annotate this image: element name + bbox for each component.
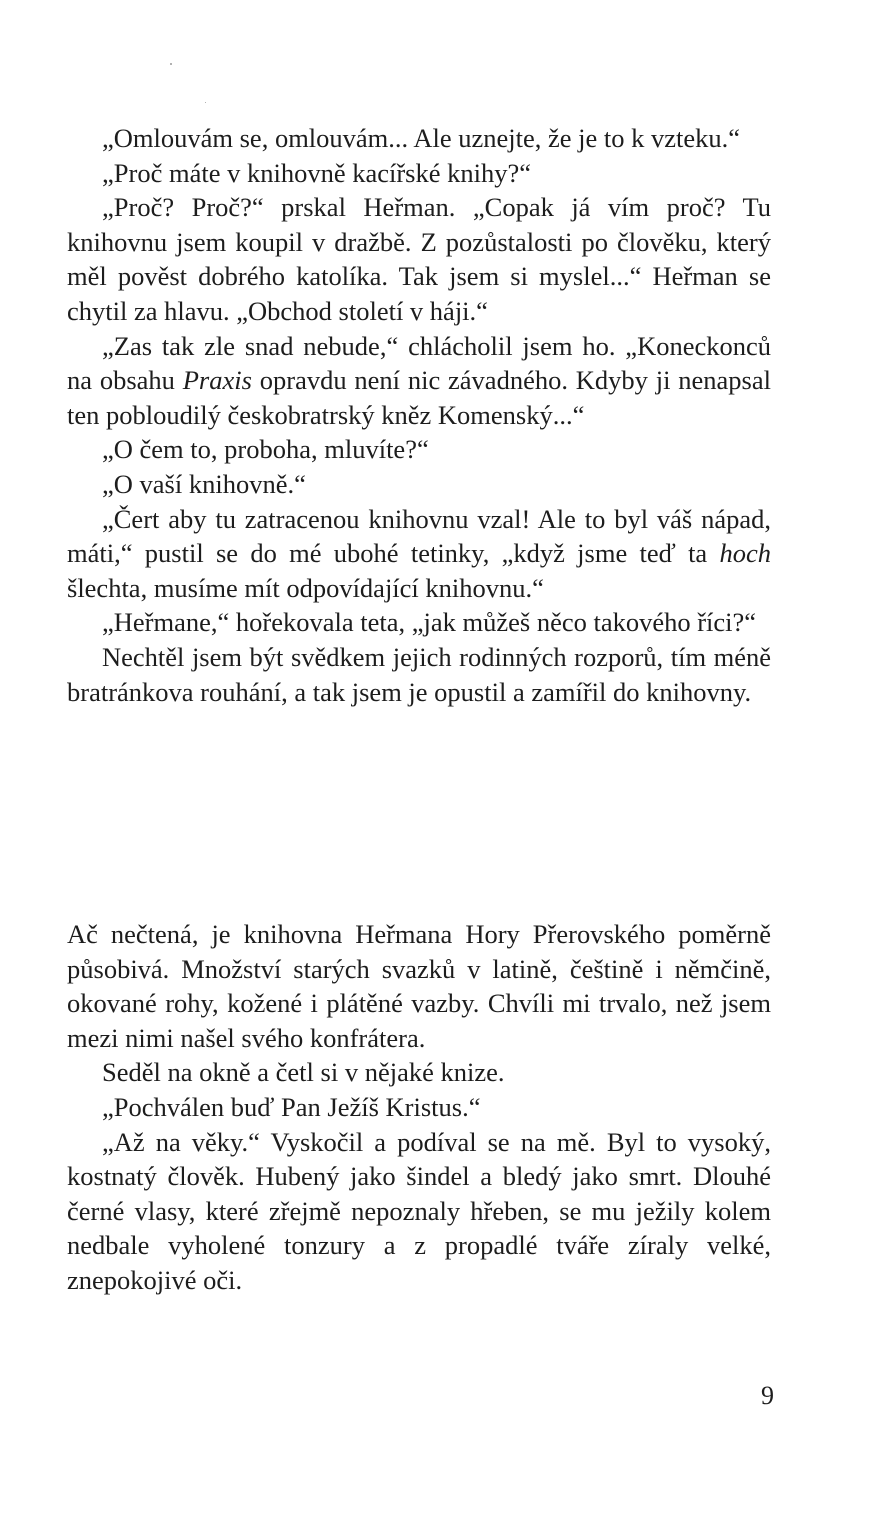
paragraph: „Omlouvám se, omlouvám... Ale uznejte, že je to k vzteku.“ — [102, 123, 741, 153]
italic-word: hoch — [719, 538, 771, 569]
paragraph: „Proč? Proč?“ prskal Heřman. „Copak já vím proč? Tu knihovnu jsem koupil v dražbě. Z pozůstalosti po člověku, který měl pověst dobrého katolíka. Tak jsem si myslel...“ Heřman se chytil za hlavu. „Obchod století v háji.“ — [67, 192, 771, 326]
scan-speck — [205, 102, 206, 103]
paragraph: „O čem to, proboha, mluvíte?“ — [102, 434, 429, 465]
text-section-2 — [67, 917, 771, 1298]
paragraph: Nechtěl jsem být svědkem jejich rodinných rozporů, tím méně bratránkova rouhání, a tak jsem je opustil a zamířil do knihovny. — [67, 641, 771, 707]
page-number: 9 — [761, 1381, 774, 1410]
scan-speck — [170, 63, 172, 65]
paragraph-text: šlechta, musíme mít odpovídající knihovnu.“ — [67, 572, 544, 603]
paragraph-text: „Zas tak zle snad nebude,“ chlácholil jsem ho. „Koneckonců na obsahu — [67, 330, 771, 396]
paragraph: „Proč máte v knihovně kacířské knihy?“ — [102, 157, 532, 188]
paragraph-text: opravdu není nic závadného. Kdyby ji nenapsal ten pobloudilý českobratrský kněz Komenský...“ — [67, 365, 771, 430]
paragraph: „Heřmane,“ hořekovala teta, „jak můžeš něco takového říci?“ — [102, 607, 757, 638]
text-section-1 — [67, 121, 771, 709]
italic-title: Praxis — [182, 365, 252, 396]
paragraph: Ač nečtená, je knihovna Heřmana Hory Přerovského poměrně působivá. Množství starých svazků v latině, češtině i němčině, okované rohy, kožené i plátěné vazby. Chvíli mi trvalo, než jsem mezi nimi našel svého konfrátera. — [67, 919, 771, 1053]
paragraph — [67, 502, 771, 606]
paragraph: „Až na věky.“ Vyskočil a podíval se na mě. Byl to vysoký, kostnatý člověk. Hubený jako šindel a bledý jako smrt. Dlouhé černé vlasy, které zřejmě nepoznaly hřeben, se mu ježily kolem nedbale vyholené tonzury a z propadlé tváře zíraly velké, znepokojivé oči. — [67, 1126, 771, 1295]
paragraph — [67, 329, 771, 433]
paragraph: „Pochválen buď Pan Ježíš Kristus.“ — [102, 1091, 481, 1122]
paragraph: Seděl na okně a četl si v nějaké knize. — [102, 1057, 505, 1088]
paragraph-text: „Čert aby tu zatracenou knihovnu vzal! Ale to byl váš nápad, máti,“ pustil se do mé ubohé tetinky, „když jsme teď ta — [67, 503, 771, 569]
paragraph: „O vaší knihovně.“ — [102, 468, 306, 499]
